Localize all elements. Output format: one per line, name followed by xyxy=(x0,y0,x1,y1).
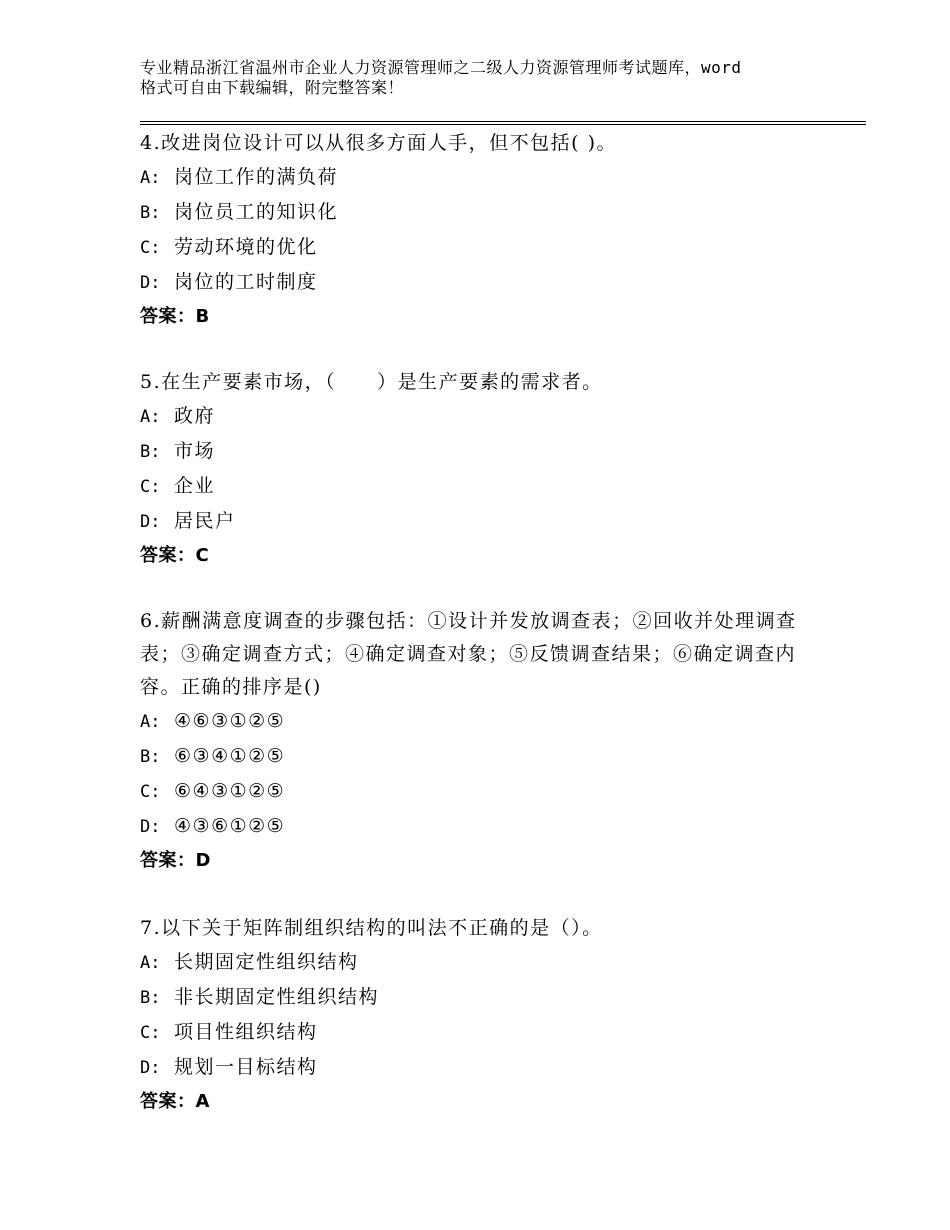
option-text: 长期固定性组织结构 xyxy=(174,951,359,973)
option-b xyxy=(140,434,810,469)
option-text: 市场 xyxy=(174,440,216,462)
question-6 xyxy=(140,605,810,878)
option-text: 非长期固定性组织结构 xyxy=(174,986,380,1008)
option-key: D: xyxy=(140,817,161,837)
option-text: ④③⑥①②⑤ xyxy=(174,815,286,837)
option-text: 项目性组织结构 xyxy=(174,1021,318,1043)
answer-line: 答案：D xyxy=(140,850,211,871)
option-key: B: xyxy=(140,203,161,223)
option-key: B: xyxy=(140,747,161,767)
answer-line: 答案：A xyxy=(140,1091,210,1112)
option-key: D: xyxy=(140,1058,161,1078)
option-text: 规划一目标结构 xyxy=(174,1056,318,1078)
option-key: A: xyxy=(140,407,161,427)
option-key: C: xyxy=(140,477,161,497)
option-key: A: xyxy=(140,168,161,188)
option-key: C: xyxy=(140,782,161,802)
answer-line: 答案：C xyxy=(140,545,210,566)
option-d xyxy=(140,1050,810,1085)
option-text: ⑥④③①②⑤ xyxy=(174,780,286,802)
option-d xyxy=(140,809,810,844)
option-c xyxy=(140,230,810,265)
question-5 xyxy=(140,366,810,573)
option-key: A: xyxy=(140,953,161,973)
option-text: ④⑥③①②⑤ xyxy=(174,710,286,732)
option-b xyxy=(140,195,810,230)
option-text: 岗位工作的满负荷 xyxy=(174,166,339,188)
question-stem: 7.以下关于矩阵制组织结构的叫法不正确的是（）。 xyxy=(140,917,603,939)
question-stem: 6.薪酬满意度调查的步骤包括：①设计并发放调查表；②回收并处理调查表；③确定调查方式；④确定调查对象；⑤反馈调查结果；⑥确定调查内容。正确的排序是() xyxy=(140,610,797,698)
option-text: 岗位的工时制度 xyxy=(174,271,318,293)
option-a xyxy=(140,945,810,980)
option-text: 企业 xyxy=(174,475,216,497)
option-c xyxy=(140,469,810,504)
option-d xyxy=(140,504,810,539)
option-text: 岗位员工的知识化 xyxy=(174,201,339,223)
question-stem: 4.改进岗位设计可以从很多方面人手，但不包括( )。 xyxy=(140,132,617,154)
option-key: B: xyxy=(140,988,161,1008)
question-7 xyxy=(140,912,810,1119)
option-b xyxy=(140,739,810,774)
header-divider-bottom xyxy=(140,124,866,125)
option-a xyxy=(140,160,810,195)
answer-line: 答案：B xyxy=(140,306,210,327)
header-divider-top xyxy=(140,121,866,122)
question-4 xyxy=(140,127,810,334)
header-line-1: 专业精品浙江省温州市企业人力资源管理师之二级人力资源管理师考试题库，word xyxy=(140,58,742,77)
option-key: B: xyxy=(140,442,161,462)
option-c xyxy=(140,774,810,809)
option-key: C: xyxy=(140,1023,161,1043)
option-text: 居民户 xyxy=(174,510,236,532)
option-key: D: xyxy=(140,512,161,532)
option-key: A: xyxy=(140,712,161,732)
option-c xyxy=(140,1015,810,1050)
document-header xyxy=(140,58,840,98)
option-a xyxy=(140,704,810,739)
option-d xyxy=(140,265,810,300)
header-line-2: 格式可自由下载编辑，附完整答案！ xyxy=(140,78,405,97)
option-text: 劳动环境的优化 xyxy=(174,236,318,258)
question-stem: 5.在生产要素市场，（ ）是生产要素的需求者。 xyxy=(140,371,603,393)
option-text: 政府 xyxy=(174,405,216,427)
option-key: C: xyxy=(140,238,161,258)
option-key: D: xyxy=(140,273,161,293)
option-a xyxy=(140,399,810,434)
option-text: ⑥③④①②⑤ xyxy=(174,745,286,767)
option-b xyxy=(140,980,810,1015)
